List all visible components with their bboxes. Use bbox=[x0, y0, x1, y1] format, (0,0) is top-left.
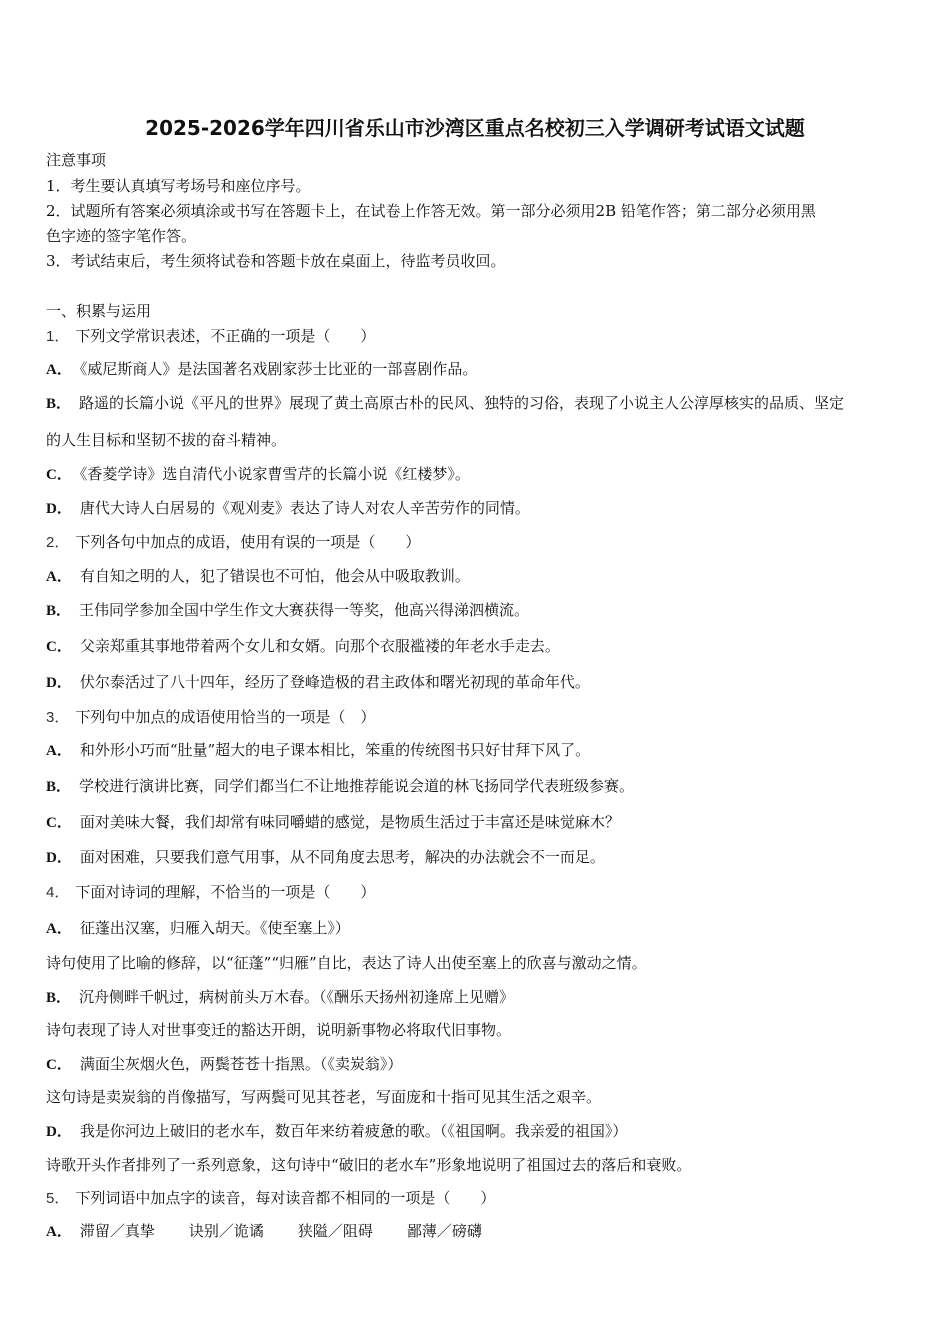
line-text: 下列文学常识表述，不正确的一项是（ ） bbox=[75, 327, 376, 345]
option-explanation bbox=[46, 1156, 906, 1174]
answer-option bbox=[46, 1222, 906, 1241]
answer-option bbox=[46, 637, 906, 656]
option-label: D． bbox=[46, 1124, 72, 1140]
answer-option bbox=[46, 673, 906, 692]
question-stem bbox=[46, 1189, 906, 1208]
answer-option bbox=[46, 465, 906, 484]
line-text: 面对美味大餐，我们却常有味同嚼蜡的感觉，是物质生活过于丰富还是味觉麻木？ bbox=[79, 813, 620, 831]
answer-option bbox=[46, 394, 906, 413]
line-text: 满面尘灰烟火色，两鬓苍苍十指黑。（《卖炭翁》） bbox=[79, 1055, 403, 1073]
option-label: C． bbox=[46, 467, 72, 483]
notice-item: 1．考生要认真填写考场号和座位序号。 bbox=[46, 177, 311, 195]
line-text: 和外形小巧而“肚量”超大的电子课本相比，笨重的传统图书只好甘拜下风了。 bbox=[79, 741, 591, 759]
option-label: D． bbox=[46, 850, 72, 866]
word-pair: 滞留／真挚 bbox=[79, 1222, 155, 1240]
line-text: 父亲郑重其事地带着两个女儿和女婿。向那个衣服褴褛的年老水手走去。 bbox=[79, 637, 560, 655]
line-text: 诗句使用了比喻的修辞，以“征蓬”“归雁”自比，表达了诗人出使至塞上的欣喜与激动之情。 bbox=[46, 954, 647, 972]
line-text: 唐代大诗人白居易的《观刈麦》表达了诗人对农人辛苦劳作的同情。 bbox=[79, 499, 530, 517]
option-explanation bbox=[46, 954, 906, 972]
question-stem bbox=[46, 708, 906, 727]
answer-option bbox=[46, 1122, 906, 1141]
answer-option bbox=[46, 813, 906, 832]
line-text: 沉舟侧畔千帆过，病树前头万木春。（《酬乐天扬州初逢席上见赠》 bbox=[79, 988, 515, 1006]
option-label: A． bbox=[46, 1224, 72, 1240]
line-text: 路遥的长篇小说《平凡的世界》展现了黄土高原古朴的民风、独特的习俗，表现了小说主人公淳厚核实的品质、坚定 bbox=[79, 394, 845, 412]
option-explanation bbox=[46, 431, 906, 449]
option-label: A． bbox=[46, 362, 72, 378]
notice-item: 3．考试结束后，考生须将试卷和答题卡放在桌面上，待监考员收回。 bbox=[46, 252, 506, 270]
option-label: A． bbox=[46, 921, 72, 937]
line-text: 诗句表现了诗人对世事变迁的豁达开朗，说明新事物必将取代旧事物。 bbox=[46, 1021, 512, 1039]
line-text: 下列词语中加点字的读音，每对读音都不相同的一项是（ ） bbox=[75, 1189, 496, 1207]
answer-option bbox=[46, 499, 906, 518]
answer-option bbox=[46, 919, 906, 938]
section-heading: 一、积累与运用 bbox=[46, 302, 152, 320]
option-label: B． bbox=[46, 779, 72, 795]
answer-option bbox=[46, 1055, 906, 1074]
line-text: 诗歌开头作者排列了一系列意象，这句诗中“破旧的老水车”形象地说明了祖国过去的落后和衰败。 bbox=[46, 1156, 692, 1174]
line-text: 《威尼斯商人》是法国著名戏剧家莎士比亚的一部喜剧作品。 bbox=[79, 360, 478, 378]
line-text: 征蓬出汉塞，归雁入胡天。《使至塞上》） bbox=[79, 919, 350, 937]
line-text: 这句诗是卖炭翁的肖像描写，写两鬓可见其苍老，写面庞和十指可见其生活之艰辛。 bbox=[46, 1088, 602, 1106]
question-stem bbox=[46, 883, 906, 902]
option-label: A． bbox=[46, 743, 72, 759]
option-explanation bbox=[46, 1021, 906, 1039]
word-pair: 狭隘／阻碍 bbox=[297, 1222, 373, 1240]
option-label: B． bbox=[46, 990, 72, 1006]
notice-item: 色字迹的签字笔作答。 bbox=[46, 227, 197, 245]
question-number: 3． bbox=[46, 709, 70, 726]
option-explanation bbox=[46, 1088, 906, 1106]
line-text: 下面对诗词的理解，不恰当的一项是（ ） bbox=[75, 883, 376, 901]
option-label: B． bbox=[46, 603, 72, 619]
word-pair: 鄙薄／磅礴 bbox=[406, 1222, 482, 1240]
line-text: 面对困难，只要我们意气用事，从不同角度去思考，解决的办法就会不一而足。 bbox=[79, 848, 605, 866]
line-text: 学校进行演讲比赛，同学们都当仁不让地推荐能说会道的林飞扬同学代表班级参赛。 bbox=[79, 777, 635, 795]
notice-heading: 注意事项 bbox=[46, 151, 107, 169]
answer-option bbox=[46, 601, 906, 620]
answer-option bbox=[46, 567, 906, 586]
line-text: 下列各句中加点的成语，使用有误的一项是（ ） bbox=[75, 533, 421, 551]
option-label: B． bbox=[46, 396, 72, 412]
answer-option bbox=[46, 777, 906, 796]
option-label: C． bbox=[46, 639, 72, 655]
question-number: 2． bbox=[46, 534, 70, 551]
notice-item: 2．试题所有答案必须填涂或书写在答题卡上，在试卷上作答无效。第一部分必须用2B 铅笔作答；第二部分必须用黑 bbox=[46, 202, 816, 220]
question-number: 4． bbox=[46, 884, 70, 901]
option-label: D． bbox=[46, 675, 72, 691]
line-text: 我是你河边上破旧的老水车，数百年来纺着疲惫的歌。（《祖国啊。我亲爱的祖国》） bbox=[79, 1122, 628, 1140]
line-text: 《香菱学诗》选自清代小说家曹雪芹的长篇小说《红楼梦》。 bbox=[79, 465, 470, 483]
option-label: C． bbox=[46, 815, 72, 831]
line-text: 下列句中加点的成语使用恰当的一项是（ ） bbox=[75, 708, 376, 726]
answer-option bbox=[46, 848, 906, 867]
option-label: A． bbox=[46, 569, 72, 585]
page-title: 2025-2026学年四川省乐山市沙湾区重点名校初三入学调研考试语文试题 bbox=[145, 116, 805, 140]
line-text: 伏尔泰活过了八十四年，经历了登峰造极的君主政体和曙光初现的革命年代。 bbox=[79, 673, 590, 691]
question-number: 1． bbox=[46, 328, 70, 345]
answer-option bbox=[46, 988, 906, 1007]
answer-option bbox=[46, 741, 906, 760]
line-text: 王伟同学参加全国中学生作文大赛获得一等奖，他高兴得涕泗横流。 bbox=[79, 601, 530, 619]
option-label: D． bbox=[46, 501, 72, 517]
line-text: 的人生目标和坚韧不拔的奋斗精神。 bbox=[46, 431, 287, 449]
question-number: 5． bbox=[46, 1190, 70, 1207]
word-pair: 诀别／诡谲 bbox=[188, 1222, 264, 1240]
line-text: 有自知之明的人，犯了错误也不可怕，他会从中吸取教训。 bbox=[79, 567, 470, 585]
option-label: C． bbox=[46, 1057, 72, 1073]
question-stem bbox=[46, 327, 906, 346]
question-stem bbox=[46, 533, 906, 552]
answer-option bbox=[46, 360, 906, 379]
